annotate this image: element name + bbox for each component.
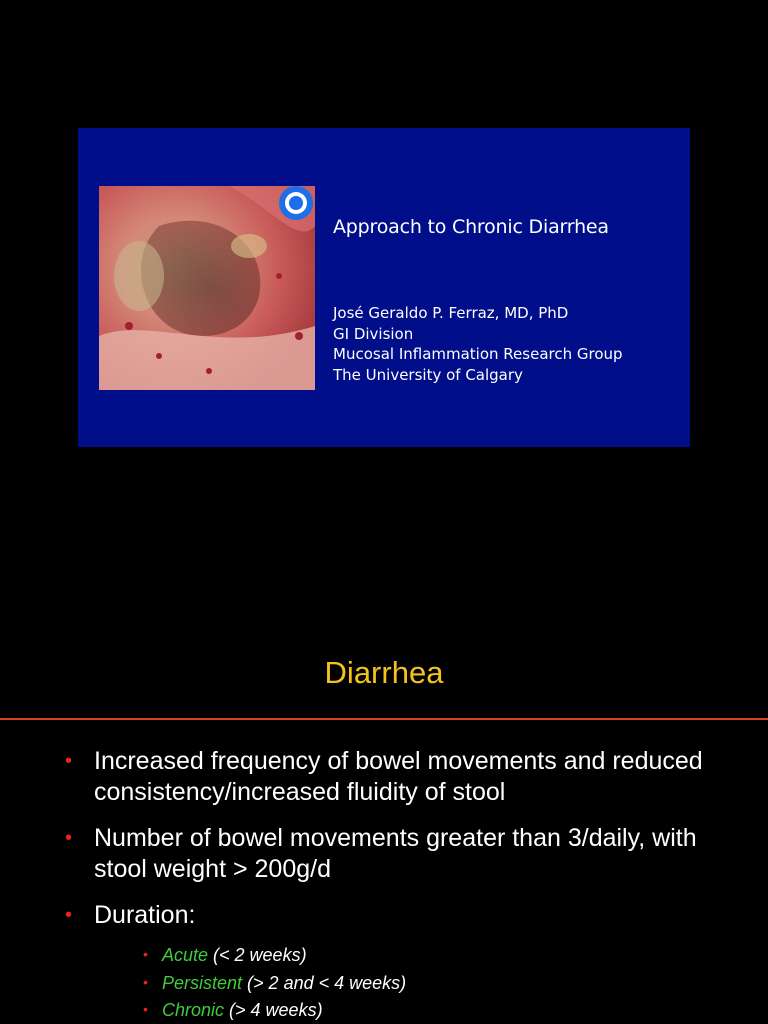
duration-term: Acute [162,945,209,965]
title-divider [0,718,768,720]
bullet-item: Duration: [94,901,196,929]
title-slide [78,128,690,447]
research-group: Mucosal Inflammation Research Group [333,345,623,363]
sub-bullet-marker: • [143,946,148,962]
content-slide-title: Diarrhea [324,655,444,690]
duration-range: (< 2 weeks) [208,945,307,965]
sub-bullet-marker: • [143,1001,148,1017]
duration-range: (> 4 weeks) [224,1000,323,1020]
bullet-marker: • [65,750,73,772]
duration-term: Persistent [162,973,243,993]
bullet-marker: • [65,827,73,849]
slide-title: Approach to Chronic Diarrhea [333,216,609,238]
duration-range: (> 2 and < 4 weeks) [242,973,407,993]
sub-bullet-item [162,945,307,966]
sub-bullet-marker: • [143,974,148,990]
author-name: José Geraldo P. Ferraz, MD, PhD [333,304,569,322]
university-logo-icon [278,185,314,221]
division: GI Division [333,324,414,343]
duration-term: Chronic [162,1000,225,1020]
bullet-marker: • [65,904,73,926]
author-block [333,303,623,385]
bullet-item: Increased frequency of bowel movements and reduced consistency/increased fluidity of stool [94,747,703,806]
sub-bullet-item [162,973,406,994]
sub-bullet-item [162,1000,323,1021]
bullet-item: Number of bowel movements greater than 3/daily, with stool weight > 200g/d [94,824,697,883]
university: The University of Calgary [333,365,523,384]
